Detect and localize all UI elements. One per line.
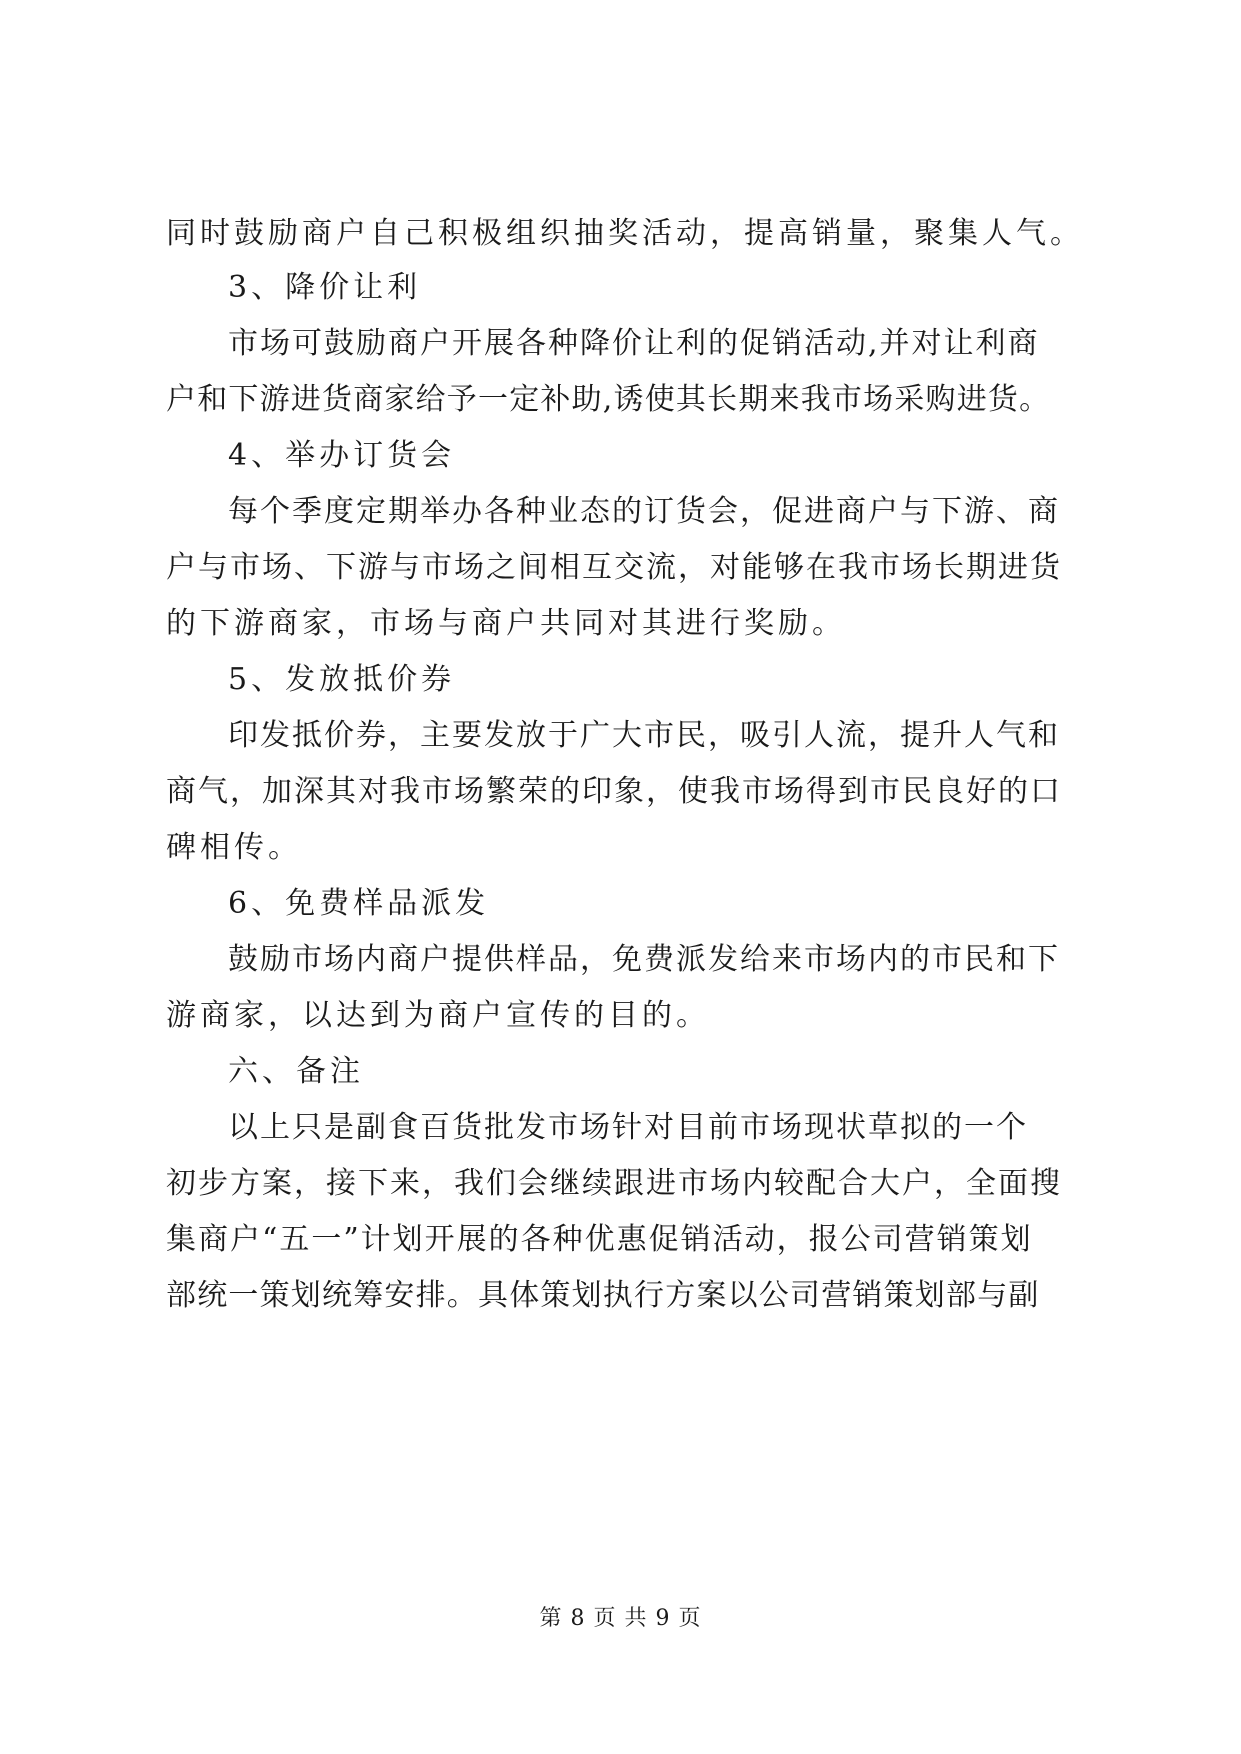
body-text-line: 户与市场、下游与市场之间相互交流，对能够在我市场长期进货 <box>166 550 1062 585</box>
body-text-line: 户和下游进货商家给予一定补助,诱使其长期来我市场采购进货。 <box>166 382 1051 417</box>
section-heading: 6、免费样品派发 <box>228 886 490 921</box>
body-text-line: 部统一策划统筹安排。具体策划执行方案以公司营销策划部与副 <box>166 1278 1040 1313</box>
body-text-line: 商气，加深其对我市场繁荣的印象，使我市场得到市民良好的口 <box>166 774 1062 809</box>
body-text-line: 每个季度定期举办各种业态的订货会，促进商户与下游、商 <box>228 494 1060 529</box>
body-text-line: 市场可鼓励商户开展各种降价让利的促销活动,并对让利商 <box>228 326 1040 361</box>
body-text-line: 印发抵价券，主要发放于广大市民，吸引人流，提升人气和 <box>228 718 1060 753</box>
body-text-line: 游商家，以达到为商户宣传的目的。 <box>166 998 710 1033</box>
body-text-line: 集商户“五一”计划开展的各种优惠促销活动，报公司营销策划 <box>166 1222 1033 1257</box>
section-heading: 六、备注 <box>228 1054 364 1089</box>
body-text-line: 碑相传。 <box>166 830 302 865</box>
section-heading: 4、举办订货会 <box>228 438 456 473</box>
body-text-line: 鼓励市场内商户提供样品，免费派发给来市场内的市民和下 <box>228 942 1060 977</box>
body-text-line: 同时鼓励商户自己积极组织抽奖活动，提高销量，聚集人气。 <box>166 216 1084 251</box>
body-text-line: 初步方案，接下来，我们会继续跟进市场内较配合大户，全面搜 <box>166 1166 1062 1201</box>
section-heading: 3、降价让利 <box>228 270 422 305</box>
section-heading: 5、发放抵价券 <box>228 662 456 697</box>
page-number-footer: 第 8 页 共 9 页 <box>539 1606 702 1631</box>
body-text-line: 以上只是副食百货批发市场针对目前市场现状草拟的一个 <box>228 1110 1028 1145</box>
body-text-line: 的下游商家，市场与商户共同对其进行奖励。 <box>166 606 846 641</box>
